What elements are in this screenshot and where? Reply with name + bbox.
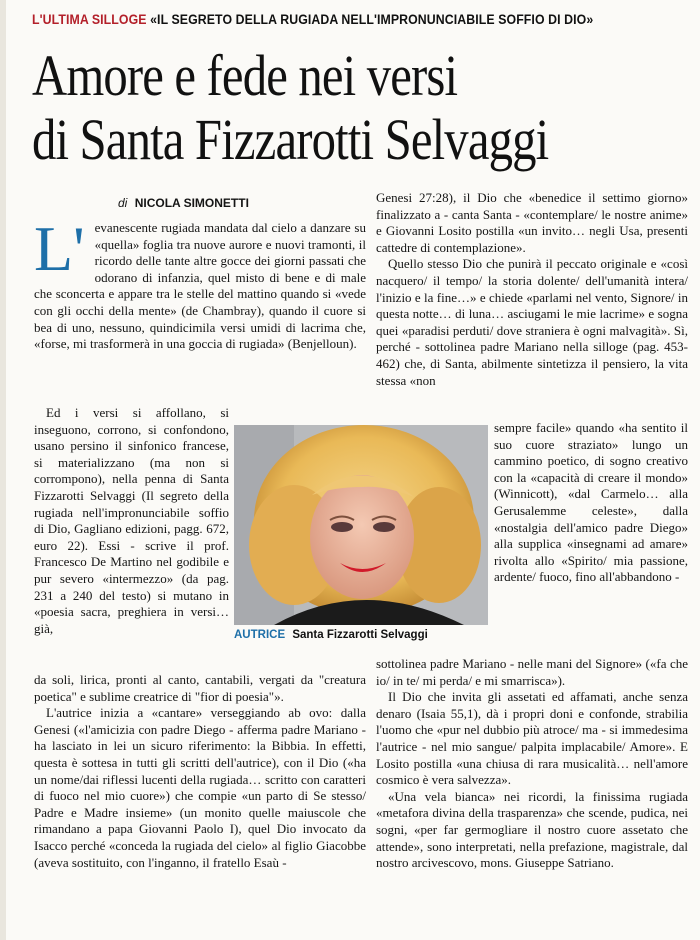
kicker-label: L'ULTIMA SILLOGE [32, 12, 147, 27]
paragraph: L'autrice inizia a «cantare» verseggiando ab ovo: dalla Genesi («l'amicizia con padre Diego - afferma padre Mariano - ha lasciato in lei un sicuro riferimento: la Bibbia. In effetti, questa è sottesa in tutti gli scritti dell'autrice), con il Dio («ha un nome/dai riflessi lucenti della rugiada… scritto con caratteri di fuoco nel mio cuore») che compie «un parto di Se stesso/ Padre e Madre insieme» (un monito quelle maiuscole che rimandano a papa Giovanni Paolo I), quel Dio invocato da Isacco perché «conceda la rugiada del cielo» al figlio Giacobbe (aveva sostituito, con l'inganno, il fratello Esaù - [34, 705, 366, 870]
drop-cap: L' [34, 213, 85, 284]
caption-name: Santa Fizzarotti Selvaggi [292, 629, 428, 641]
kicker-text: «IL SEGRETO DELLA RUGIADA NELL'IMPRONUNCIABILE SOFFIO DI DIO» [150, 12, 594, 27]
paragraph: sottolinea padre Mariano - nelle mani del Signore» («fa che io/ in te/ mi perda/ e mi smarrisca»). [376, 656, 688, 688]
paragraph: da soli, lirica, pronti al canto, cantabili, vergati da "creatura poetica" e sublime creatrice di "fior di poesia"». [34, 672, 366, 704]
byline-author: NICOLA SIMONETTI [134, 196, 249, 210]
paragraph: Quello stesso Dio che punirà il peccato originale e «così nacquero/ il tempo/ la storia dolente/ dell'umanità intera/ l'inizio e la fine…» e chiede «parlami nel vento, Signore/ in questa notte… di luna… asciugami le mie lacrime» e sogna quei «paradisi perduti/ dove straniera è ogni malvagità». Sì, perché - sottolinea padre Mariano nella silloge (pag. 453-462) che, di Santa, abilmente sintetizza il pensiero, la vita stessa «non [376, 256, 688, 388]
paragraph: «Una vela bianca» nei ricordi, la finissima rugiada «metafora divina della trasparenza» che scende, pudica, nei sogni, «per far germogliare il nostro cuore assetato che attende», sono interpretati, nella prefazione, magistrale, dal nostro arcivescovo, mons. Giuseppe Satriano. [376, 788, 688, 871]
paragraph: Ed i versi si affollano, si inseguono, corrono, si confondono, usano persino il sinfonico francese, si materializzano (ma non si corrompono), nella penna di Santa Fizzarotti Selvaggi (Il segreto della rugiada nell'impronunciabile soffio di Dio, Gagliano edizioni, pagg. 672, euro 22). Essi - scrive il prof. Francesco De Martino nel godibile e pur severo «intermezzo» (da pag. 231 a 240 del testo) si mutano in «poesia sacra, preghiera in versi… già, [34, 405, 229, 636]
portrait-illustration [234, 425, 488, 625]
column-left-middle [34, 405, 229, 637]
author-photo-block [234, 425, 488, 645]
paragraph: Genesi 27:28), il Dio che «benedice il settimo giorno» finalizzato a - canta Santa - «contemplare/ le nostre anime» e Giovanni Losito postilla «un invito… negli Usa, presenti cattedre di contemplazione». [376, 190, 688, 255]
headline-line-2: di Santa Fizzarotti Selvaggi [32, 107, 549, 172]
headline [32, 44, 692, 172]
paragraph [34, 213, 366, 353]
headline-line-1: Amore e fede nei versi [32, 43, 458, 108]
byline [118, 196, 249, 210]
column-right-middle [494, 420, 688, 586]
paragraph: sempre facile» quando «ha sentito il suo cuore straziato» lungo un cammino poetico, di sogno creativo con la «capacità di creare il mondo» (Winnicott), «dal Carmelo… alla Gerusalemme celeste», dalla «nostalgia dell'amico padre Diego» alla supplica «insegnami ad amare» rivolta allo «Spirito/ mia passione, ardente/ fuoco, fino all'abbandono - [494, 420, 688, 585]
column-right-top [376, 190, 688, 389]
column-left-bottom [34, 672, 366, 871]
column-left-top [34, 213, 366, 353]
author-photo [234, 425, 488, 625]
byline-prefix: di [118, 196, 128, 210]
paragraph-text: evanescente rugiada mandata dal cielo a danzare su «quella» foglia tra nuove aurore e nuovi tramonti, il ricordo delle tante altre gocce dei giorni passati che odorano di infanzia, quel misto di bene e di male che sconcerta e appare tra le stelle del mattino quando si «vede con gli occhi della mente» (de Chambray), quando il cuore si bea di uno, nessuno, quindicimila versi umidi di lacrima che, «forse, mi trasformerà in una goccia di rugiada» (Benjelloun). [34, 220, 366, 352]
caption-label: AUTRICE [234, 629, 286, 641]
column-right-bottom [376, 656, 688, 872]
paragraph: Il Dio che invita gli assetati ed affamati, anche senza denaro (Isaia 55,1), dà i propri doni e confonde, strabilia l'uomo che «pur nel dubbio più atroce/ ma - si immedesima l'autrice - nel mio sangue/ palpita implacabile/ Amore». E Losito postilla «una chiusa di rara musicalità… nell'amore cosmico è vera salvezza». [376, 689, 688, 788]
kicker [32, 12, 639, 27]
photo-caption [234, 629, 488, 641]
